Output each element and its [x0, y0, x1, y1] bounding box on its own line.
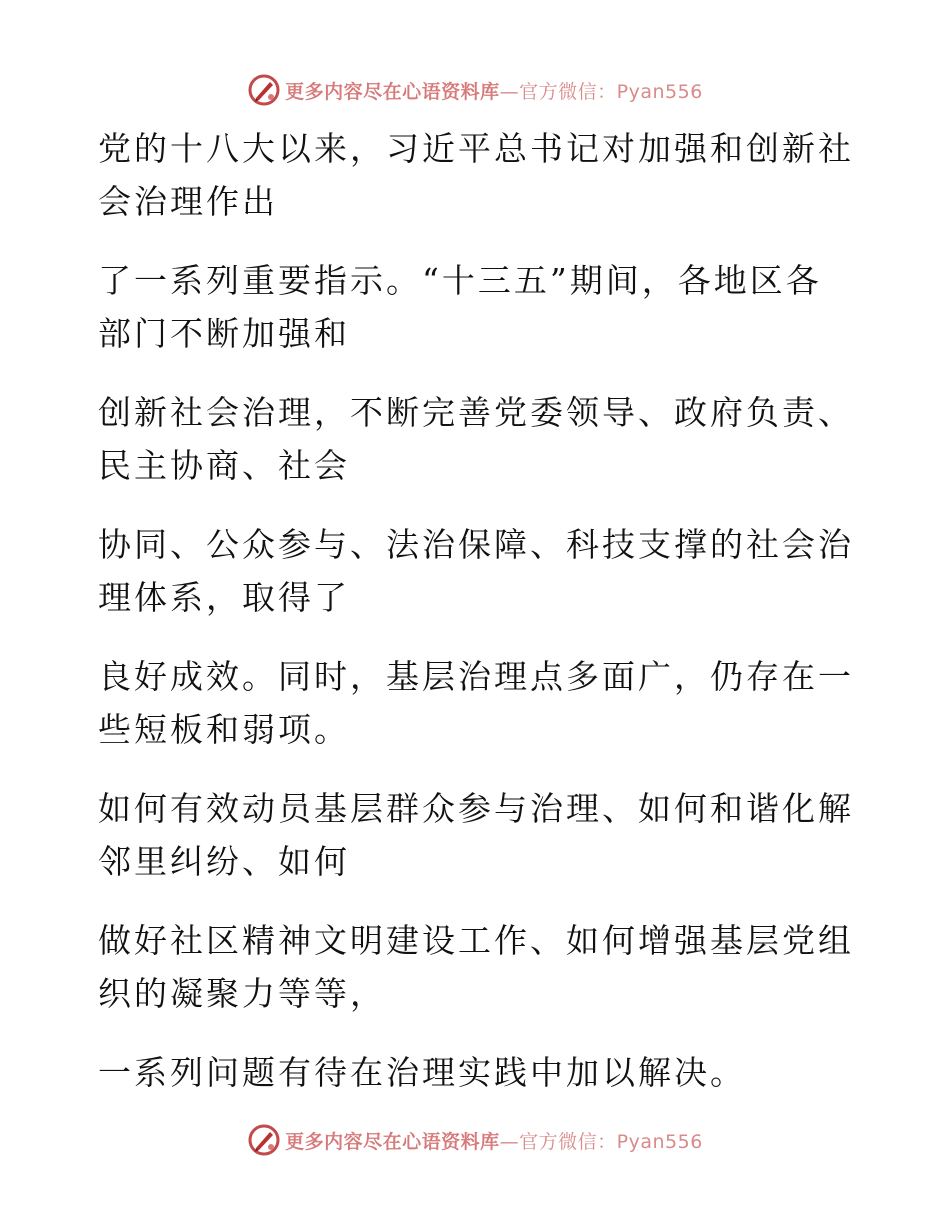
paragraph: [98, 1046, 838, 1099]
pen-logo-icon: [247, 73, 281, 107]
paragraph-line: 会治理作出: [98, 182, 278, 221]
watermark-text: [285, 77, 703, 104]
paragraph-line: 邻里纠纷、如何: [98, 842, 350, 881]
paragraph-line: 党的十八大以来，习近平总书记对加强和创新社: [98, 129, 854, 168]
paragraph: [98, 122, 854, 228]
watermark-separator: —: [499, 80, 520, 103]
paragraph-line: 良好成效。同时，基层治理点多面广，仍存在一: [98, 657, 854, 696]
footer-watermark: [0, 1120, 950, 1160]
watermark-lead: 更多内容尽在心语资料库: [285, 80, 500, 103]
paragraph-line: 创新社会治理，不断完善党委领导、政府负责、: [98, 393, 854, 432]
paragraph-line: 了一系列重要指示。“十三五”期间，各地区各: [98, 261, 822, 300]
paragraph: [98, 782, 854, 888]
paragraph-line: 协同、公众参与、法治保障、科技支撑的社会治: [98, 525, 854, 564]
watermark-tail: 官方微信：Pyan556: [519, 1130, 703, 1153]
paragraph: [98, 914, 854, 1020]
header-watermark: [0, 70, 950, 110]
watermark-lead: 更多内容尽在心语资料库: [285, 1130, 500, 1153]
paragraph-line: 理体系，取得了: [98, 578, 350, 617]
pen-logo-icon: [247, 1123, 281, 1157]
watermark-tail: 官方微信：Pyan556: [519, 80, 703, 103]
paragraph-line: 些短板和弱项。: [98, 710, 350, 749]
paragraph-line: 如何有效动员基层群众参与治理、如何和谐化解: [98, 789, 854, 828]
paragraph: [98, 386, 854, 492]
paragraph: [98, 650, 854, 756]
watermark-text: [285, 1127, 703, 1154]
paragraph-line: 一系列问题有待在治理实践中加以解决。: [98, 1053, 746, 1092]
paragraph: [98, 518, 854, 624]
watermark-separator: —: [499, 1130, 520, 1153]
paragraph-line: 织的凝聚力等等，: [98, 974, 386, 1013]
paragraph-line: 做好社区精神文明建设工作、如何增强基层党组: [98, 921, 854, 960]
paragraph-line: 民主协商、社会: [98, 446, 350, 485]
paragraph-line: 部门不断加强和: [98, 314, 350, 353]
body-text: [98, 122, 854, 1125]
paragraph: [98, 254, 838, 360]
